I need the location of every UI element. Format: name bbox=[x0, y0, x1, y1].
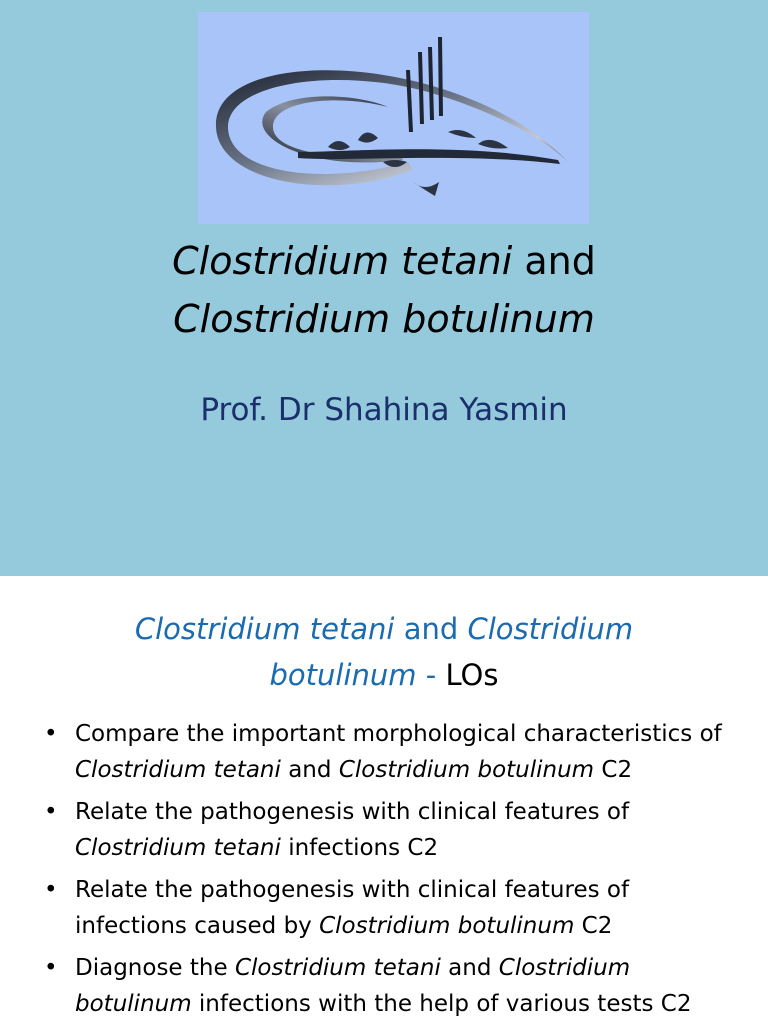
list-item bbox=[0, 794, 768, 866]
bullet-icon: • bbox=[44, 721, 58, 747]
bullet-text: Relate the pathogenesis with clinical features of infections caused by bbox=[75, 877, 630, 939]
bismillah-calligraphy-logo bbox=[198, 12, 589, 224]
bullet-italic: Clostridium tetani bbox=[75, 835, 281, 861]
title-line-1-italic: Clostridium tetani bbox=[172, 239, 513, 283]
title-line-2 bbox=[0, 290, 768, 348]
objectives-list bbox=[0, 716, 768, 1028]
lo-heading-genus-2: Clostridium bbox=[467, 612, 634, 646]
lo-heading-line-2 bbox=[0, 652, 768, 698]
bullet-italic: Clostridium tetani bbox=[75, 757, 281, 783]
bullet-text: C2 bbox=[574, 913, 613, 939]
bullet-italic: Clostridium botulinum bbox=[75, 955, 631, 1017]
bullet-italic: Clostridium tetani bbox=[234, 955, 441, 981]
bullet-italic: Clostridium botulinum bbox=[319, 913, 575, 939]
bullet-italic: Clostridium botulinum bbox=[338, 757, 595, 783]
bullet-text: and bbox=[440, 955, 499, 981]
bullet-text: C2 bbox=[594, 757, 633, 783]
title-line-2-italic: Clostridium botulinum bbox=[173, 297, 595, 341]
title-line-1-rest: and bbox=[512, 239, 596, 283]
author-name: Prof. Dr Shahina Yasmin bbox=[200, 392, 568, 428]
lo-heading-and: and bbox=[394, 612, 468, 646]
lo-heading-line-1 bbox=[0, 606, 768, 652]
bullet-text: infections with the help of various tests C2 bbox=[191, 991, 692, 1017]
list-item bbox=[0, 872, 768, 944]
lo-heading-dash: - bbox=[416, 658, 446, 692]
bullet-text: Relate the pathogenesis with clinical features of bbox=[75, 799, 630, 825]
bullet-text: and bbox=[280, 757, 339, 783]
bullet-text: Compare the important morphological characteristics of bbox=[75, 721, 722, 747]
slide-title bbox=[0, 232, 768, 348]
lo-heading bbox=[0, 606, 768, 698]
bullet-icon: • bbox=[44, 877, 58, 903]
lo-heading-los: LOs bbox=[445, 658, 499, 692]
bullet-icon: • bbox=[44, 799, 58, 825]
bullet-text: Diagnose the bbox=[75, 955, 235, 981]
list-item bbox=[0, 950, 768, 1022]
learning-objectives-slide bbox=[0, 576, 768, 1024]
lo-heading-species-2: botulinum bbox=[269, 658, 417, 692]
bullet-icon: • bbox=[44, 955, 58, 981]
lo-heading-species-1: Clostridium tetani bbox=[134, 612, 395, 646]
bullet-text: infections C2 bbox=[280, 835, 439, 861]
list-item bbox=[0, 716, 768, 788]
title-line-1 bbox=[0, 232, 768, 290]
calligraphy-icon bbox=[198, 12, 589, 224]
